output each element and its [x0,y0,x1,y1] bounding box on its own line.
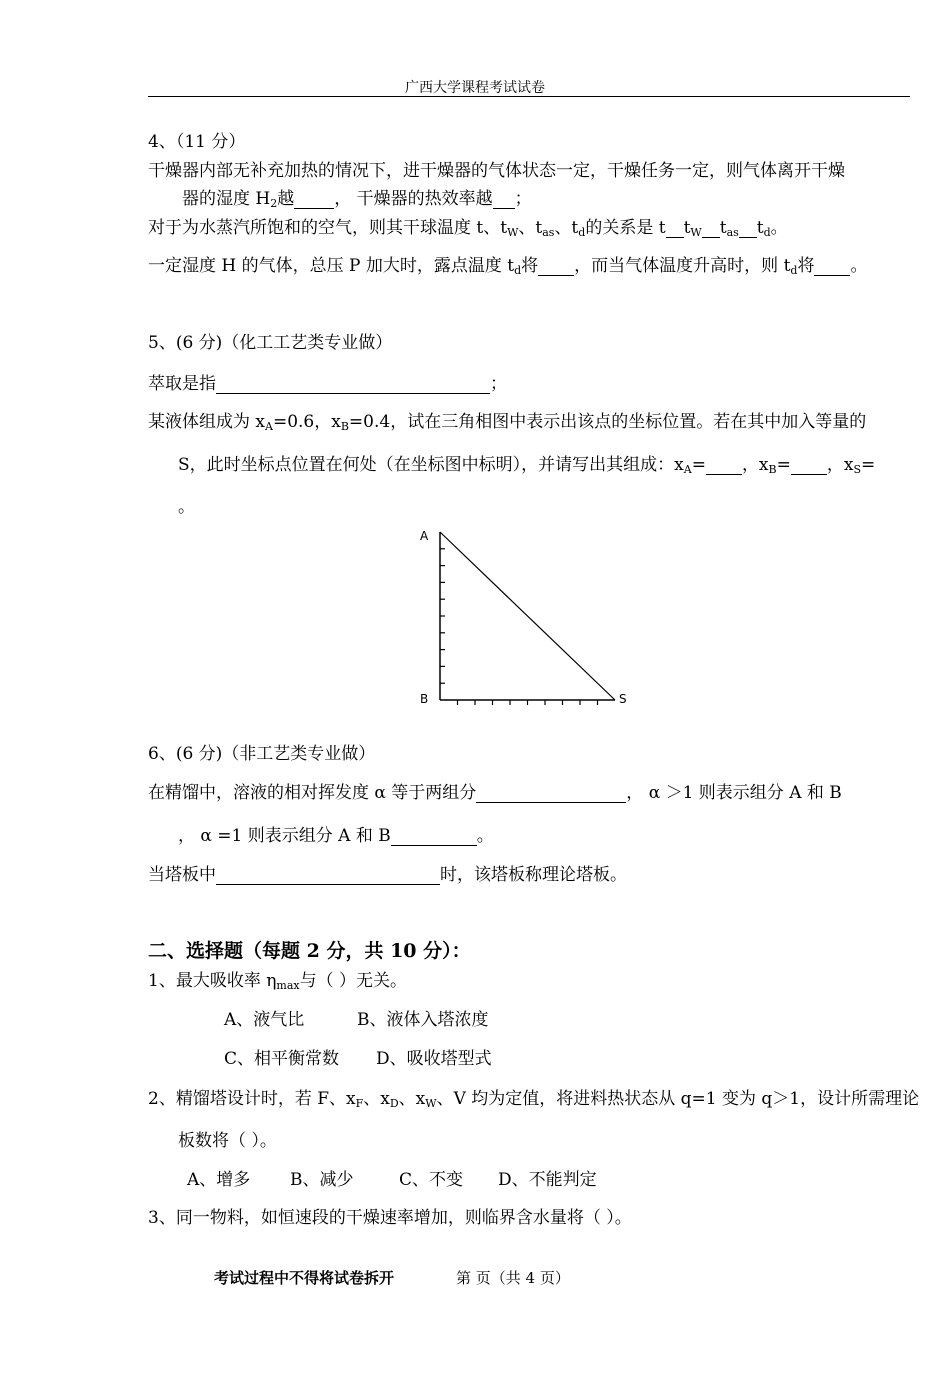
q4-line-2: 器的湿度 $H_2$越 ， 干燥器的热效率越 ； [182,189,532,210]
q4-line-4: 一定湿度 H 的气体，总压 P 加大时，露点温度 $t_d$将 ，而当气体温度升高时，则 $t_d$将 。 [148,256,868,277]
mc-q2-option-b[interactable]: B、减少 [290,1170,354,1190]
answer-blank[interactable] [216,375,490,394]
answer-blank[interactable] [702,219,720,238]
page-header: 广西大学课程考试试卷 [405,80,545,96]
section-2-heading: 二、选择题（每题 2 分，共 10 分）： [148,940,471,962]
q6-line-2: ， α =1 则表示组分 A 和 B 。 [178,826,494,846]
q4-line-1: 干燥器内部无补充加热的情况下，进干燥器的气体状态一定，干燥任务一定，则气体离开干燥 [148,161,845,181]
answer-blank[interactable] [391,827,477,846]
mc-q2-option-a[interactable]: A、增多 [187,1170,251,1190]
vertex-label-a: A [420,529,429,543]
mc-q3: 3、同一物料，如恒速段的干燥速率增加，则临界含水量将（ ）。 [148,1208,632,1228]
q4-line-3: 对于为水蒸汽所饱和的空气，则其干球温度 t、$t_W$、$t_{as}$、$t_d$的关系是 t $t_W$ $t_{as}$ $t_d$。 [148,218,788,239]
answer-blank[interactable] [216,866,440,885]
answer-blank[interactable] [493,190,515,209]
mc-q1-option-b[interactable]: B、液体入塔浓度 [357,1010,489,1030]
mc-q1-option-c[interactable]: C、相平衡常数 [224,1049,340,1069]
answer-blank[interactable] [814,257,850,276]
mc-q1-option-a[interactable]: A、液气比 [224,1010,305,1030]
answer-blank[interactable] [706,456,742,475]
mc-q1: 1、最大吸收率 $\eta_{max}$与（ ）无关。 [148,971,408,992]
triangle-phase-diagram [410,522,640,712]
q4-heading: 4、（11 分） [148,132,246,152]
vertex-label-b: B [420,692,429,706]
vertex-label-s: S [619,692,627,706]
header-rule [148,96,910,97]
diagram-ticks [440,549,598,705]
answer-blank[interactable] [739,219,757,238]
answer-blank[interactable] [294,190,334,209]
mc-q1-option-d[interactable]: D、吸收塔型式 [376,1049,492,1069]
q6-line-1: 在精馏中，溶液的相对挥发度 α 等于两组分 ， α ＞1 则表示组分 A 和 B [148,783,842,803]
q5-line-3: S，此时坐标点位置在何处（在坐标图中标明），并请写出其组成：$x_A=$ ，$x_B=$ ，$x_S=$ [178,455,876,476]
answer-blank[interactable] [791,456,827,475]
footer-notice: 考试过程中不得将试卷拆开 [214,1269,395,1287]
q6-heading: 6、(6 分)（非工艺类专业做） [148,744,376,764]
mc-q2-option-d[interactable]: D、不能判定 [498,1170,597,1190]
q5-line-1: 萃取是指 ； [148,374,507,394]
q5-line-4: 。 [178,497,195,517]
mc-q2: 2、精馏塔设计时，若 F、$x_F$、$x_D$、$x_W$、V 均为定值，将进料热状态从 q=1 变为 q＞1，设计所需理论 [148,1089,920,1110]
footer-page-count: 第 页（共 4 页） [456,1269,570,1287]
mc-q2-option-c[interactable]: C、不变 [399,1170,464,1190]
answer-blank[interactable] [666,219,684,238]
q5-line-2: 某液体组成为 $x_A=0.6$，$x_B=0.4$，试在三角相图中表示出该点的坐标位置。若在其中加入等量的 [148,412,867,433]
q5-heading: 5、(6 分)（化工工艺类专业做） [148,333,393,353]
q6-line-3: 当塔板中 时，该塔板称理论塔板。 [148,865,627,885]
mc-q2-cont: 板数将（ ）。 [178,1131,277,1151]
answer-blank[interactable] [538,257,574,276]
answer-blank[interactable] [476,784,626,803]
hypotenuse-as [440,532,615,700]
